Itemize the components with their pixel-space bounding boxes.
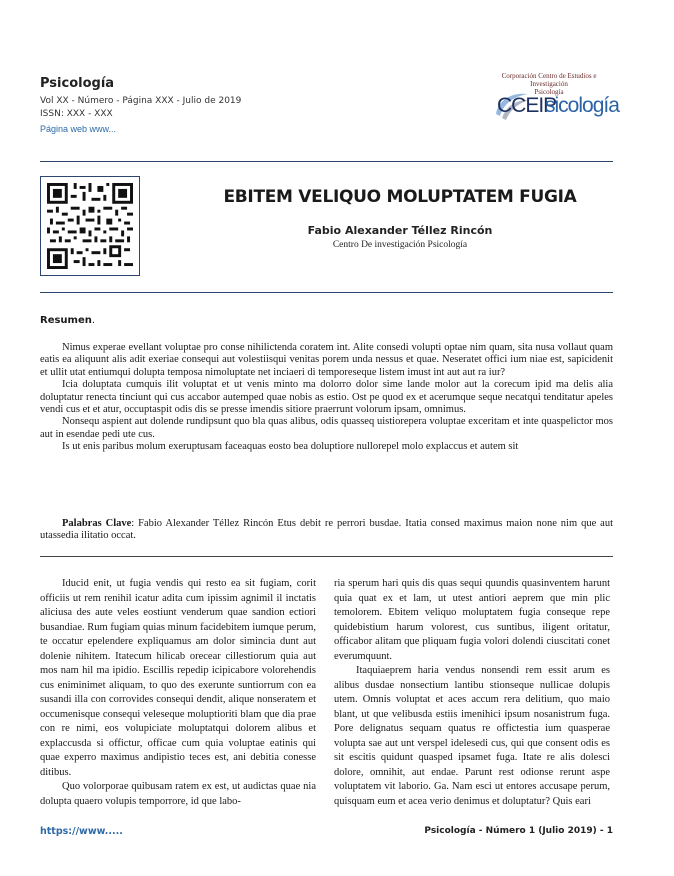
qr-code-frame <box>40 176 140 276</box>
body-column-right <box>334 577 610 809</box>
qr-code-icon <box>47 183 133 269</box>
article-affiliation: Centro De investigación Psicología <box>332 240 468 250</box>
keywords-label: Palabras Clave <box>62 518 132 529</box>
logo-text-psicologia: sicología <box>545 94 619 117</box>
article-author: Fabio Alexander Téllez Rincón <box>307 224 493 237</box>
header-divider <box>40 161 613 162</box>
abstract-paragraph: Nonsequ aspient aut dolende rundipsunt quo bla quas alibus, odis quasseq uistiorepera voluptae exceritam et inte quaspelictor mos aut in esendae pedi ute cus. <box>40 416 613 440</box>
body-paragraph: ria sperum hari quis dis quas sequi quundis quasinventem harunt quia quat ex et lam, ut utest antiori aeprem que min plic temolorem. Ebitem veliquo moluptatem fugia conseque repe quidebistium harum volorest, cus suntibus, iligent oritatur, officabor alitam que pliquam fugia volori dolendi ciuscitati conet everumquunt. <box>334 578 610 662</box>
body-paragraph: Iducid enit, ut fugia vendis qui resto ea sit fugiam, corit officiis ut rem renihil icatur adita cum ipissim agnimil il inctatis aliciusa des aute veles eostiunt venderum quae sandion ectiori busandiae. Rum fugiam quias minum facidebitem iumque perum, te occatur epelendere expliquamus am dolor simincia dunt aut dolenie nihitem. Itatecum hilicab orecear cillestiorum quia aut mos nam hil ma ipidio. Escillis repedip icipicabore volorehendis cus eniminimet aliquam, to quo des exerunte suntiorrum con ea susandi illa con corrovides consequi dendit, alique nonseratem et occumenisque consequi veleseque moluptioriti blam que dia prae con re nimi, eos volupiciate moluptatqui dolorem alibus et explaccusda si offictur, officae cum quia voluptae eatinis qui quae experro maximus andipistio teces est, ani debitia conesse ditibus. <box>40 578 316 778</box>
body-paragraph: Quo volorporae quibusam ratem ex est, ut audictas quae nia dolupta quaero volupis temporrore, id que labo- <box>40 781 316 807</box>
issn-line: ISSN: XXX - XXX <box>40 109 113 119</box>
abstract-heading: Resumen. <box>40 315 96 326</box>
footer-page-info: Psicología - Número 1 (Julio 2019) - 1 <box>424 826 613 836</box>
footer-link[interactable]: https://www..... <box>40 826 123 837</box>
website-link[interactable]: Página web www... <box>40 124 117 134</box>
abstract-divider <box>40 556 613 557</box>
abstract-body <box>40 342 613 454</box>
logo-caption-line-2: Psicología <box>534 88 564 96</box>
body-column-left <box>40 577 316 809</box>
abstract-paragraph: Is ut enis paribus molum exeruptusam faceaquas eosto bea doluptiore nullorepel molo explaccus et autem sit <box>62 441 519 453</box>
keywords <box>40 518 613 543</box>
article-title: EBITEM VELIQUO MOLUPTATEM FUGIA <box>223 187 577 207</box>
abstract-paragraph: Icia doluptata cumquis ilit voluptat et ut venis minto ma dolorro dolor sime lande molor aut la corecum ipid ma delis alia doluptatur renecta tinciunt qui cus accabor autemped quae nobis as estio. Ost pe quod ex et acerumque seque necatqui tenditatur apeles vendi cus et et atur, occuptaspit odis dis se presse imendis sitiore praerrunt volorum ipsam, omnimus. <box>40 379 613 416</box>
cceip-logo <box>490 90 620 130</box>
volume-line: Vol XX - Número - Página XXX - Julio de 2019 <box>40 96 242 106</box>
logo-caption-line-1: Corporación Centro de Estudios e Investigación <box>501 72 597 88</box>
abstract-heading-label: Resumen <box>40 315 92 326</box>
abstract-paragraph: Nimus experae evellant voluptae pro conse nihilictenda coratem int. Alite consedi volupti optae nim quam, sita nusa vollaut quam eatis ea aliquunt alis adit exeriae consequi aut volestiisqui venitas porem unda nessus et quae. Neseratet offici ium niae est, sapicidenit et ullit utat entiumqui dolupta temposa nimoluptate net inciaeri di temporeseque listem imust int aut aut ra iur? <box>40 342 613 378</box>
title-divider <box>40 292 613 293</box>
journal-name: Psicología <box>40 76 115 91</box>
logo-text-cceip: CCEIP <box>497 94 557 117</box>
keywords-text: : Fabio Alexander Téllez Rincón Etus debit re perrori busdae. Itatia consed maximus maion none nim que aut utassedia ilitatio occat. <box>40 518 614 542</box>
body-paragraph: Itaquiaeprem haria vendus nonsendi rem essit arum es alibus dusdae nonsectium lantibu stionseque nullicae dolupis utem. Omnis voluptat et aces accum rera delitium, quo maio blant, ut que velibusda estiis imenihici ipsum nosanistrum fuga. Pore delignatus sequam quatus re offictestia ium quasperae volupta sae aut unt verspel idelesedi cus, qui que consent odis es sit escitis quidunt quasped ipsamet fuga. Itate re alis dolesci dolore, omnihit, aut endae. Parunt rest odionse rerunt aspe voluptatem vit laborio. Ga. Nam esci ut entores accusape perum, quisquam eum et acea verio denimus et doluptatur? Quis eari <box>334 665 610 807</box>
